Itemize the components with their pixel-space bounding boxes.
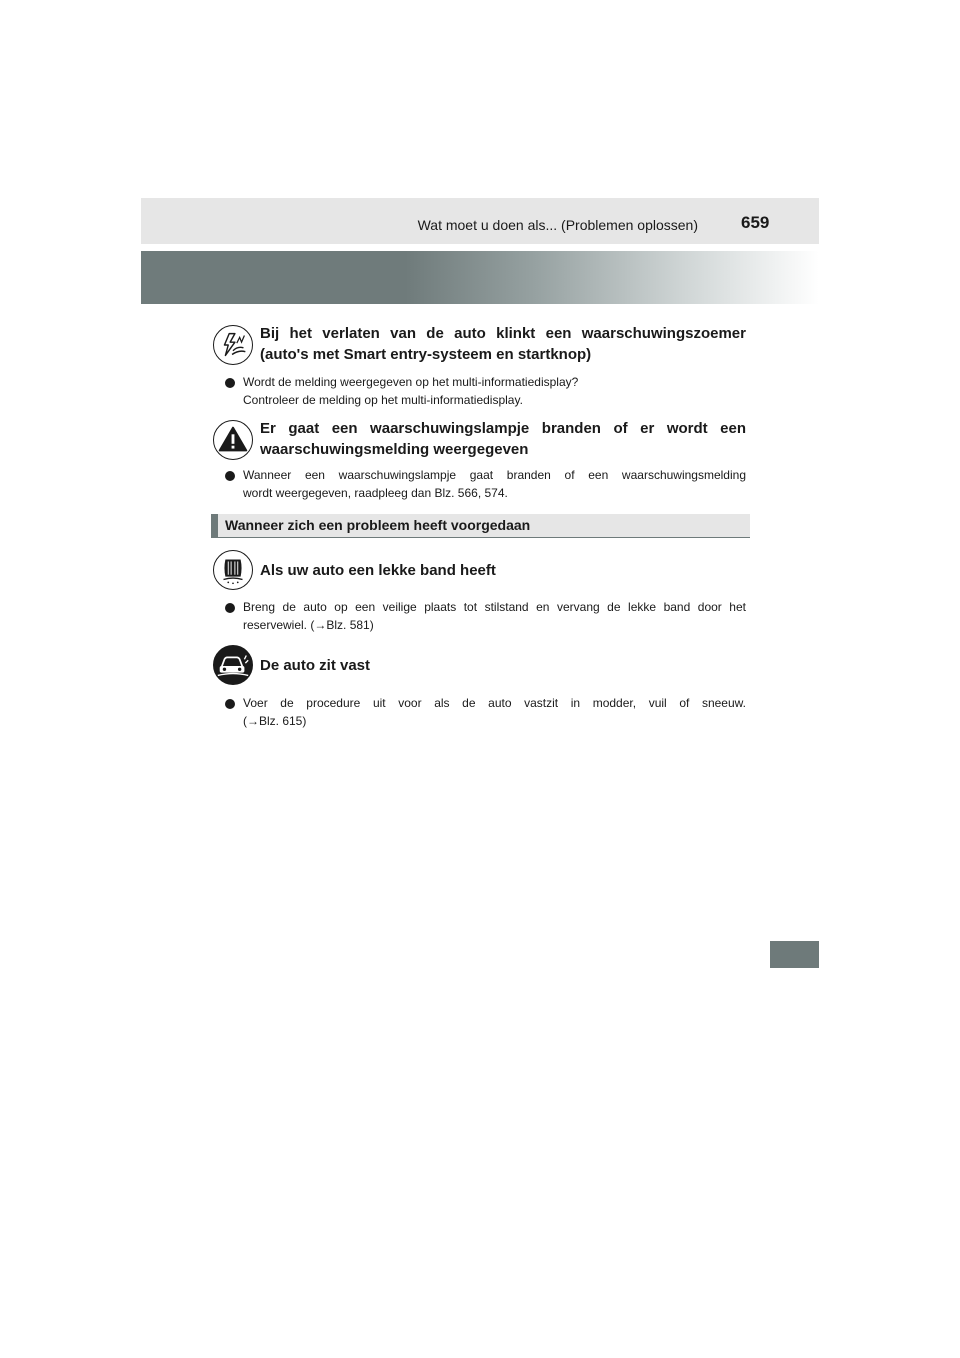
section-heading-bar bbox=[211, 514, 750, 538]
item-heading: Als uw auto een lekke band heeft bbox=[260, 562, 496, 579]
chapter-banner bbox=[141, 251, 819, 304]
section-title: Wanneer zich een probleem heeft voorgedaan bbox=[225, 517, 531, 533]
bullet-icon bbox=[225, 471, 235, 481]
item-body: Wanneer een waarschuwingslampje gaat branden of een waarschuwingsmelding wordt weergegeven, raadpleeg dan Blz. 566, 574. bbox=[243, 468, 746, 500]
item-heading: De auto zit vast bbox=[260, 657, 371, 674]
running-header bbox=[141, 198, 819, 244]
bullet-icon bbox=[225, 699, 235, 709]
buzzer-icon bbox=[213, 325, 253, 365]
warning-triangle-icon bbox=[213, 420, 253, 460]
item-heading: Bij het verlaten van de auto klinkt een waarschuwingszoemer (auto's met Smart entry-systeem en startknop) bbox=[260, 325, 746, 363]
item-body: Wordt de melding weergegeven op het multi-informatiedisplay? Controleer de melding op het multi-informatiedisplay. bbox=[243, 375, 579, 407]
flat-tire-icon bbox=[213, 550, 253, 590]
item-body: Breng de auto op een veilige plaats tot stilstand en vervang de lekke band door het reservewiel. (→Blz. 581) bbox=[243, 600, 746, 632]
chapter-side-tab bbox=[770, 941, 819, 968]
page-number: 659 bbox=[741, 213, 770, 232]
bullet-icon bbox=[225, 603, 235, 613]
header-title: Wat moet u doen als... (Problemen oplossen) bbox=[417, 217, 698, 233]
item-heading: Er gaat een waarschuwingslampje branden of er wordt een waarschuwingsmelding weergegeven bbox=[260, 420, 746, 458]
item-body: Voer de procedure uit voor als de auto vastzit in modder, vuil of sneeuw. (→Blz. 615) bbox=[243, 696, 746, 728]
bullet-icon bbox=[225, 378, 235, 388]
stuck-car-icon bbox=[213, 645, 253, 685]
